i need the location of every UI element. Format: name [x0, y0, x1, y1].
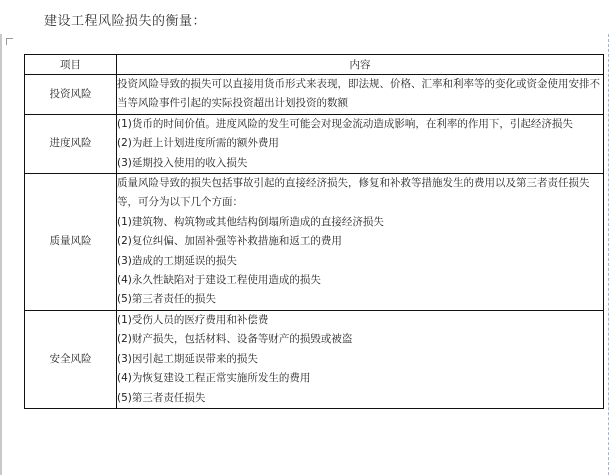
page-left-edge	[0, 34, 2, 475]
table-row-safety-risk	[25, 310, 604, 408]
table-row-investment-risk	[25, 75, 604, 115]
row-label: 安全风险	[25, 310, 117, 408]
paragraph-corner-marker	[6, 38, 13, 45]
content-line: (4)永久性缺陷对于建设工程使用造成的损失	[117, 274, 321, 287]
table-header-row	[25, 55, 604, 75]
content-line: (2)复位纠偏、加固补强等补救措施和返工的费用	[117, 235, 342, 248]
content-line: (3)造成的工期延误的损失	[117, 254, 237, 267]
content-line: (1)建筑物、构筑物或其他结构倒塌所造成的直接经济损失	[117, 215, 384, 228]
row-label: 投资风险	[25, 75, 117, 115]
header-item: 项目	[25, 55, 117, 75]
row-label: 质量风险	[25, 174, 117, 311]
row-content	[117, 75, 604, 115]
content-line: (5)第三者责任的损失	[117, 293, 216, 306]
row-content	[117, 114, 604, 173]
content-line: (2)财产损失，包括材料、设备等财产的损毁或被盗	[117, 333, 353, 346]
row-content	[117, 310, 604, 408]
content-line: (4)为恢复建设工程正常实施所发生的费用	[117, 372, 311, 385]
content-line: (3)因引起工期延误带来的损失	[117, 352, 258, 365]
risk-loss-table	[24, 54, 604, 409]
content-line: 质量风险导致的损失包括事故引起的直接经济损失，修复和补救等措施发生的费用以及第三者责任损失等，可分为以下几个方面：	[117, 177, 590, 209]
row-label: 进度风险	[25, 114, 117, 173]
section-title: 建设工程风险损失的衡量：	[44, 14, 207, 29]
content-line: (5)第三者责任损失	[117, 391, 206, 404]
table-row-schedule-risk	[25, 114, 604, 173]
header-content: 内容	[117, 55, 604, 75]
content-line: (1)受伤人员的医疗费用和补偿费	[117, 313, 269, 326]
content-line: (1)货币的时间价值。进度风险的发生可能会对现金流动造成影响，在利率的作用下，引起经济损失	[117, 117, 573, 130]
row-content	[117, 174, 604, 311]
table-row-quality-risk	[25, 174, 604, 311]
content-line: (2)为赶上计划进度所需的额外费用	[117, 137, 279, 150]
content-line: (3)延期投入使用的收入损失	[117, 156, 248, 169]
content-line: 投资风险导致的损失可以直接用货币形式来表现，即法规、价格、汇率和利率等的变化或资金使用安排不当等风险事件引起的实际投资超出计划投资的数额	[117, 78, 600, 110]
page-margin-guide	[608, 34, 609, 475]
